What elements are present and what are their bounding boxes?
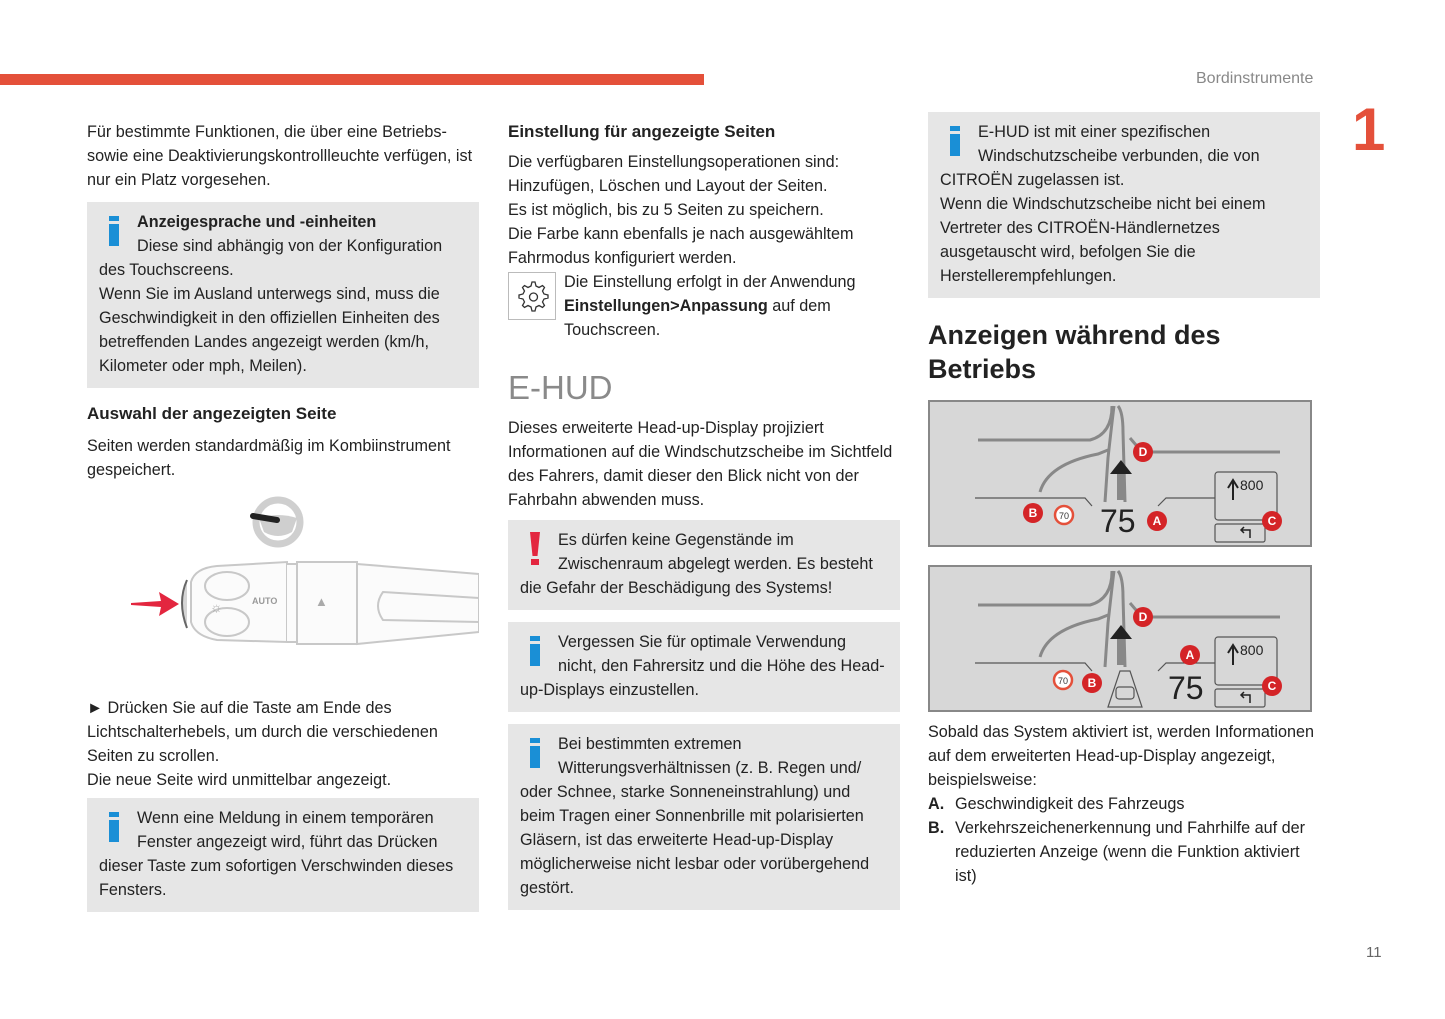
marker-d-label: D	[1138, 445, 1148, 459]
settings-text: Die Einstellung erfolgt in der Anwendung	[564, 273, 856, 291]
hud-diagram-1	[928, 400, 1312, 547]
note-text: E-HUD ist mit einer spezifischen Windschutzscheibe verbunden, die von CITROËN zugelassen ist.	[940, 123, 1260, 189]
list-text: Geschwindigkeit des Fahrzeugs	[955, 795, 1185, 813]
note-text: Wenn eine Meldung in einem temporären Fenster angezeigt wird, führt das Drücken dieser Taste zum sofortigen Verschwinden dieses Fensters.	[99, 809, 454, 899]
settings-text: auf dem Touchscreen.	[564, 297, 831, 339]
marker-d-label: D	[1138, 610, 1148, 624]
settings-line: Die verfügbaren Einstellungsoperationen sind:	[508, 153, 840, 171]
turn-arrow-icon	[1241, 692, 1250, 703]
light-stalk-svg	[87, 482, 479, 696]
marker-a-label: A	[1185, 648, 1195, 662]
intro-paragraph: Für bestimmte Funktionen, die über eine Betriebs- sowie eine Deaktivierungskontrollleuchte verfügen, ist nur ein Platz vorgesehen.	[87, 123, 473, 189]
marker-b-label: B	[1028, 506, 1038, 520]
settings-path: Einstellungen>Anpassung	[564, 297, 768, 315]
chapter-number: 1	[1352, 96, 1386, 163]
note-text: Es dürfen keine Gegenstände im Zwischenraum abgelegt werden. Es besteht die Gefahr der Beschädigung des Systems!	[520, 531, 873, 597]
hud-diagram-2	[928, 565, 1312, 712]
light-stalk-illustration	[87, 482, 479, 696]
hud-speed: 75	[1100, 503, 1136, 539]
info-note-temporary-window	[87, 798, 479, 912]
heading-page-selection: Auswahl der angezeigten Seite	[87, 404, 337, 423]
column-3	[928, 112, 1320, 888]
info-note-language-units	[87, 202, 479, 388]
settings-instruction	[508, 270, 900, 342]
turn-arrow-icon	[1241, 527, 1250, 538]
info-note-weather	[508, 724, 900, 910]
note-text: Vergessen Sie für optimale Verwendung nicht, den Fahrersitz und die Höhe des Head-up-Displays einzustellen.	[520, 633, 885, 699]
info-note-seat-adjust	[508, 622, 900, 712]
info-icon	[940, 120, 966, 162]
page-selection-paragraph: Seiten werden standardmäßig im Kombiinstrument gespeichert.	[87, 437, 451, 479]
hud-speed-limit: 70	[1058, 511, 1070, 521]
list-text: Verkehrszeichenerkennung und Fahrhilfe auf der reduzierten Anzeige (wenn die Funktion aktiviert ist)	[955, 819, 1306, 885]
note-text: Diese sind abhängig von der Konfiguration des Touchscreens.	[99, 237, 443, 279]
settings-gear-icon	[508, 272, 556, 320]
settings-line: Die Farbe kann ebenfalls je nach ausgewähltem Fahrmodus konfiguriert werden.	[508, 225, 854, 267]
operation-paragraph: Sobald das System aktiviert ist, werden Informationen auf dem erweiterten Head-up-Display angezeigt, beispielsweise:	[928, 723, 1314, 789]
lane-assist-car-icon	[1108, 671, 1142, 707]
note-text: Wenn die Windschutzscheibe nicht bei einem Vertreter des CITROËN-Händlernetzes ausgetauscht wird, befolgen Sie die Herstellerempfehlungen.	[940, 195, 1266, 285]
hud-distance: 800	[1240, 642, 1264, 658]
instruction-result: Die neue Seite wird unmittelbar angezeigt.	[87, 771, 392, 789]
column-2	[508, 120, 900, 910]
marker-a-label: A	[1152, 514, 1162, 528]
light-sun-icon: ☼	[210, 599, 223, 615]
page-number: 11	[1366, 944, 1382, 961]
marker-c-label: C	[1267, 514, 1277, 528]
distance-arrow-icon	[1228, 645, 1238, 665]
info-icon	[99, 210, 125, 252]
info-icon	[99, 806, 125, 848]
road-lines	[978, 406, 1280, 502]
red-arrow-icon	[131, 592, 179, 616]
auto-label: AUTO	[252, 596, 278, 606]
settings-line: Hinzufügen, Löschen und Layout der Seiten.	[508, 177, 828, 195]
hud-speed-limit: 70	[1057, 676, 1069, 686]
instruction-step: ► Drücken Sie auf die Taste am Ende des Lichtschalterhebels, um durch die verschiedenen Seiten zu scrollen.	[87, 699, 438, 765]
info-icon	[520, 732, 546, 774]
ehud-paragraph: Dieses erweiterte Head-up-Display projiziert Informationen auf die Windschutzscheibe im Sichtfeld des Fahrers, damit dieser den Blick nicht von der Fahrbahn abwenden muss.	[508, 419, 893, 509]
fog-light-icon: ▲	[315, 594, 328, 609]
distance-arrow-icon	[1228, 480, 1238, 500]
warning-note	[508, 520, 900, 610]
note-text: Wenn Sie im Ausland unterwegs sind, muss die Geschwindigkeit in den offiziellen Einheiten des betreffenden Landes angezeigt werden (km/h, Kilometer oder mph, Meilen).	[99, 285, 440, 375]
light-stalk-icon	[182, 562, 479, 644]
note-text: Bei bestimmten extremen Witterungsverhältnissen (z. B. Regen und/ oder Schnee, starke Sonneneinstrahlung) und beim Tragen einer Sonnenbrille mit polarisierten Gläsern, ist das erweiterte Head-up-Display möglicherweise nicht lesbar oder vorübergehend gestört.	[520, 735, 870, 897]
warning-icon	[520, 528, 546, 570]
column-1	[87, 120, 479, 912]
list-item	[928, 816, 1320, 888]
heading-operation-displays: Anzeigen während des Betriebs	[928, 320, 1221, 384]
list-label: A.	[928, 795, 945, 813]
info-note-windscreen	[928, 112, 1320, 298]
hud-speed: 75	[1168, 670, 1204, 706]
nav-arrow-icon	[1110, 460, 1132, 474]
marker-b-label: B	[1087, 676, 1097, 690]
list-label: B.	[928, 819, 945, 837]
top-accent-bar	[0, 74, 704, 85]
list-item	[928, 792, 1320, 816]
nav-arrow-icon	[1110, 625, 1132, 639]
hud-distance: 800	[1240, 477, 1264, 493]
section-title: Bordinstrumente	[1196, 70, 1314, 87]
heading-page-settings: Einstellung für angezeigte Seiten	[508, 122, 776, 141]
marker-c-label: C	[1267, 679, 1277, 693]
info-icon	[520, 630, 546, 672]
settings-line: Es ist möglich, bis zu 5 Seiten zu speichern.	[508, 201, 824, 219]
note-title: Anzeigesprache und -einheiten	[137, 213, 377, 231]
ehud-title: E-HUD	[508, 369, 613, 406]
steering-wheel-icon	[253, 500, 300, 544]
